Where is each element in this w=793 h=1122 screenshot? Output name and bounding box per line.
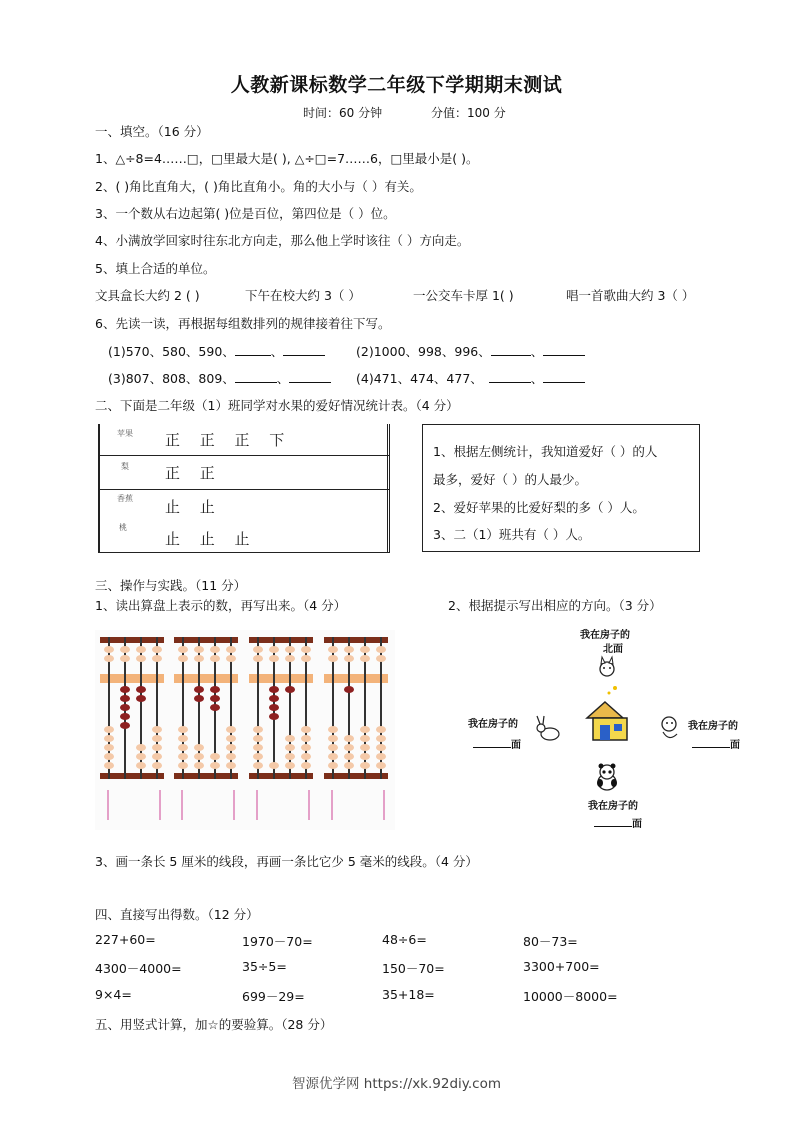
- math-problem: 9×4=: [95, 987, 132, 1002]
- tally-question-2: 2、爱好苹果的比爱好梨的多（ ）人。: [433, 500, 645, 515]
- abacus-bead: [178, 744, 188, 751]
- unit-item-2: 下午在校大约 3（ ）: [245, 288, 361, 303]
- house-icon: [587, 702, 627, 740]
- abacus-bead: [253, 744, 263, 751]
- abacus-bead: [328, 744, 338, 751]
- tally-question-1a: 1、根据左侧统计，我知道爱好（ ）的人: [433, 444, 658, 459]
- abacus-bead: [301, 762, 311, 769]
- abacus-bead: [269, 646, 279, 653]
- sequence-4-prompt: (4)471、474、477、: [356, 371, 483, 386]
- direction-bottom-line1: 我在房子的: [588, 801, 638, 812]
- tally-peach: 止 止 止: [165, 530, 250, 548]
- abacus-bead: [226, 726, 236, 733]
- abacus-bead: [344, 762, 354, 769]
- abacus-bead: [178, 753, 188, 760]
- abacus-bead: [344, 655, 354, 662]
- separator: 、: [276, 371, 290, 386]
- answer-blank[interactable]: [491, 343, 531, 356]
- direction-right-line1: 我在房子的: [688, 721, 738, 732]
- abacus-bead: [301, 655, 311, 662]
- abacus-bead: [120, 704, 130, 711]
- abacus-bead: [178, 726, 188, 733]
- question-1-1: 1、△÷8=4……□，□里最大是( ), △÷□=7……6，□里最小是( )。: [95, 151, 479, 166]
- abacus-bead: [360, 735, 370, 742]
- abacus-bead: [301, 726, 311, 733]
- abacus-bead: [120, 695, 130, 702]
- sequence-3-prompt: (3)807、808、809、: [108, 371, 235, 386]
- abacus-bead: [194, 695, 204, 702]
- footer-watermark: 智源优学网 https://xk.92diy.com: [292, 1076, 501, 1092]
- rabbit-icon: [537, 716, 559, 740]
- abacus-bead: [226, 753, 236, 760]
- answer-blank[interactable]: [543, 370, 585, 383]
- unit-item-3: 一公交车卡厚 1( ): [413, 288, 514, 303]
- exam-time: 时间：60 分钟: [303, 106, 383, 120]
- math-problem: 150－70=: [382, 961, 445, 976]
- abacus-stand: [308, 790, 310, 820]
- tally-question-3: 3、二（1）班共有（ ）人。: [433, 527, 591, 542]
- abacus-bead: [269, 655, 279, 662]
- answer-blank[interactable]: [289, 370, 331, 383]
- direction-bottom-answer: [594, 815, 642, 830]
- section3-heading: 三、操作与实践。（11 分）: [95, 578, 247, 593]
- abacus-bead: [376, 646, 386, 653]
- abacus-bead: [253, 762, 263, 769]
- abacus-bead: [136, 753, 146, 760]
- row-label-banana: 香蕉: [117, 494, 133, 503]
- abacus-stand: [331, 790, 333, 820]
- abacus-bead: [194, 686, 204, 693]
- abacus-bead: [285, 735, 295, 742]
- abacus-bead: [178, 762, 188, 769]
- abacus-bead: [301, 646, 311, 653]
- abacus-bead: [104, 655, 114, 662]
- unit-item-4: 唱一首歌曲大约 3（ ）: [566, 288, 695, 303]
- question-1-5: 5、填上合适的单位。: [95, 261, 216, 276]
- answer-blank[interactable]: [473, 738, 511, 748]
- direction-top-line1: 我在房子的: [580, 630, 630, 641]
- abacus-bead: [104, 753, 114, 760]
- abacus-bead: [285, 753, 295, 760]
- question-3-2: 2、根据提示写出相应的方向。（3 分）: [448, 598, 662, 613]
- sequence-3: [108, 369, 331, 387]
- abacus-bead: [194, 646, 204, 653]
- abacus-bead: [152, 744, 162, 751]
- abacus-bead: [253, 655, 263, 662]
- question-1-2: 2、( )角比直角大，( )角比直角小。角的大小与（ ）有关。: [95, 179, 422, 194]
- page-title: 人教新课标数学二年级下学期期末测试: [230, 74, 563, 96]
- sequence-1: [108, 342, 325, 360]
- abacus-bead: [269, 695, 279, 702]
- abacus-bead: [226, 735, 236, 742]
- abacus-bead: [344, 735, 354, 742]
- abacus-bead: [226, 646, 236, 653]
- tally-question-1b: 最多，爱好（ ）的人最少。: [433, 472, 587, 487]
- abacus-bead: [120, 722, 130, 729]
- abacus-bead: [376, 744, 386, 751]
- abacus-bead: [253, 726, 263, 733]
- row-label-peach: 桃: [119, 523, 127, 532]
- exam-score: 分值：100 分: [431, 106, 506, 120]
- question-1-6: 6、先读一读，再根据每组数排列的规律接着往下写。: [95, 316, 391, 331]
- abacus-stand: [107, 790, 109, 820]
- abacus-bead: [376, 735, 386, 742]
- answer-blank[interactable]: [235, 370, 277, 383]
- abacus-bead: [194, 753, 204, 760]
- separator: 、: [530, 344, 544, 359]
- answer-blank[interactable]: [283, 343, 325, 356]
- direction-bottom-suffix: 面: [632, 819, 642, 830]
- abacus-bead: [269, 713, 279, 720]
- answer-blank[interactable]: [692, 738, 730, 748]
- abacus-bead: [178, 646, 188, 653]
- sequence-1-prompt: (1)570、580、590、: [108, 344, 235, 359]
- abacus-bead: [328, 735, 338, 742]
- abacus-bead: [104, 646, 114, 653]
- math-problem: 35÷5=: [242, 959, 287, 974]
- question-3-1: 1、读出算盘上表示的数，再写出来。（4 分）: [95, 598, 347, 613]
- abacus-bead: [344, 646, 354, 653]
- monkey-icon: [662, 717, 677, 738]
- abacus-bead: [226, 762, 236, 769]
- abacus-bead: [194, 744, 204, 751]
- abacus-bead: [360, 762, 370, 769]
- abacus-bead: [104, 762, 114, 769]
- abacus-bead: [120, 713, 130, 720]
- question-1-4: 4、小满放学回家时往东北方向走，那么他上学时该往（ ）方向走。: [95, 233, 470, 248]
- abacus-bead: [120, 686, 130, 693]
- cat-icon: [600, 657, 617, 695]
- abacus-bead: [178, 655, 188, 662]
- abacus-stand: [159, 790, 161, 820]
- abacus-bead: [194, 655, 204, 662]
- abacus-bead: [328, 762, 338, 769]
- math-problem: 699－29=: [242, 989, 305, 1004]
- abacus-image: [95, 630, 395, 830]
- answer-blank[interactable]: [235, 343, 271, 356]
- abacus-stand: [383, 790, 385, 820]
- answer-blank[interactable]: [594, 817, 632, 827]
- abacus-bead: [226, 744, 236, 751]
- abacus-bead: [360, 744, 370, 751]
- abacus-bead: [328, 655, 338, 662]
- abacus-bead: [328, 726, 338, 733]
- abacus-bead: [104, 744, 114, 751]
- abacus-bead: [301, 744, 311, 751]
- abacus-bead: [344, 744, 354, 751]
- abacus-bead: [178, 735, 188, 742]
- abacus-bead: [210, 695, 220, 702]
- abacus-bead: [136, 646, 146, 653]
- abacus-bead: [360, 655, 370, 662]
- math-problem: 3300+700=: [523, 959, 600, 974]
- math-problem: 4300－4000=: [95, 961, 182, 976]
- math-problem: 48÷6=: [382, 932, 427, 947]
- section1-heading: 一、填空。（16 分）: [95, 124, 209, 139]
- abacus-bead: [301, 753, 311, 760]
- tally-banana: 止 止: [165, 498, 215, 516]
- abacus-bead: [301, 735, 311, 742]
- abacus-bead: [152, 655, 162, 662]
- abacus-bead: [376, 726, 386, 733]
- abacus-bead: [360, 726, 370, 733]
- abacus-bead: [120, 655, 130, 662]
- question-3-3: 3、画一条长 5 厘米的线段，再画一条比它少 5 毫米的线段。（4 分）: [95, 854, 478, 869]
- abacus-bead: [376, 655, 386, 662]
- abacus-bead: [269, 704, 279, 711]
- panda-icon: [597, 764, 617, 791]
- math-problem: 80－73=: [523, 934, 578, 949]
- abacus-bead: [210, 646, 220, 653]
- math-problem: 227+60=: [95, 932, 156, 947]
- abacus-bead: [152, 735, 162, 742]
- abacus-bead: [194, 762, 204, 769]
- abacus-bead: [136, 655, 146, 662]
- abacus-bead: [376, 762, 386, 769]
- answer-blank[interactable]: [543, 343, 585, 356]
- abacus-bead: [253, 735, 263, 742]
- abacus-bead: [328, 753, 338, 760]
- tally-apple: 正 正 正 下: [165, 431, 285, 449]
- math-problem: 35+18=: [382, 987, 435, 1002]
- section4-heading: 四、直接写出得数。（12 分）: [95, 907, 259, 922]
- abacus-bead: [120, 646, 130, 653]
- direction-left-line1: 我在房子的: [468, 719, 518, 730]
- abacus-bead: [285, 762, 295, 769]
- section5-heading: 五、用竖式计算，加☆的要验算。（28 分）: [95, 1017, 333, 1032]
- abacus-bead: [152, 726, 162, 733]
- separator: 、: [270, 344, 284, 359]
- tally-questions-box: [422, 424, 700, 552]
- abacus-bead: [210, 762, 220, 769]
- sequence-4: [356, 369, 585, 387]
- abacus-bead: [344, 686, 354, 693]
- math-problem: 1970－70=: [242, 934, 313, 949]
- sequence-2: [356, 342, 585, 360]
- direction-right-suffix: 面: [730, 740, 740, 751]
- separator: 、: [530, 371, 544, 386]
- abacus-bead: [253, 753, 263, 760]
- abacus-bead: [210, 655, 220, 662]
- direction-right-answer: [692, 736, 740, 751]
- question-1-3: 3、一个数从右边起第( )位是百位，第四位是（ ）位。: [95, 206, 396, 221]
- abacus-stand: [233, 790, 235, 820]
- unit-item-1: 文具盒长大约 2 ( ): [95, 288, 200, 303]
- abacus-bead: [376, 753, 386, 760]
- abacus-bead: [226, 655, 236, 662]
- abacus-bead: [210, 686, 220, 693]
- abacus-bead: [152, 646, 162, 653]
- tally-pear: 正 正: [165, 464, 215, 482]
- abacus-bead: [269, 762, 279, 769]
- abacus-bead: [360, 753, 370, 760]
- abacus-bead: [136, 686, 146, 693]
- row-label-apple: 苹果: [117, 429, 133, 438]
- abacus-bead: [210, 704, 220, 711]
- abacus-bead: [285, 686, 295, 693]
- abacus-bead: [210, 753, 220, 760]
- abacus-bead: [152, 753, 162, 760]
- abacus-bead: [285, 655, 295, 662]
- abacus-bead: [360, 646, 370, 653]
- sequence-2-prompt: (2)1000、998、996、: [356, 344, 491, 359]
- math-problem: 10000－8000=: [523, 989, 618, 1004]
- section2-heading: 二、下面是二年级（1）班同学对水果的爱好情况统计表。（4 分）: [95, 398, 459, 413]
- abacus-bead: [344, 753, 354, 760]
- abacus-bead: [104, 726, 114, 733]
- abacus-stand: [181, 790, 183, 820]
- abacus-bead: [152, 762, 162, 769]
- direction-left-suffix: 面: [511, 740, 521, 751]
- abacus-bead: [285, 646, 295, 653]
- abacus-bead: [136, 762, 146, 769]
- abacus-bead: [136, 744, 146, 751]
- abacus-bead: [328, 646, 338, 653]
- direction-top-line2: 北面: [603, 644, 623, 655]
- row-label-pear: 梨: [121, 462, 129, 471]
- direction-left-answer: [473, 736, 521, 751]
- abacus-bead: [104, 735, 114, 742]
- abacus-bead: [269, 686, 279, 693]
- abacus-bead: [253, 646, 263, 653]
- abacus-bead: [136, 695, 146, 702]
- answer-blank[interactable]: [489, 370, 531, 383]
- fruit-tally-table: [98, 424, 390, 553]
- abacus-bead: [285, 744, 295, 751]
- abacus-stand: [256, 790, 258, 820]
